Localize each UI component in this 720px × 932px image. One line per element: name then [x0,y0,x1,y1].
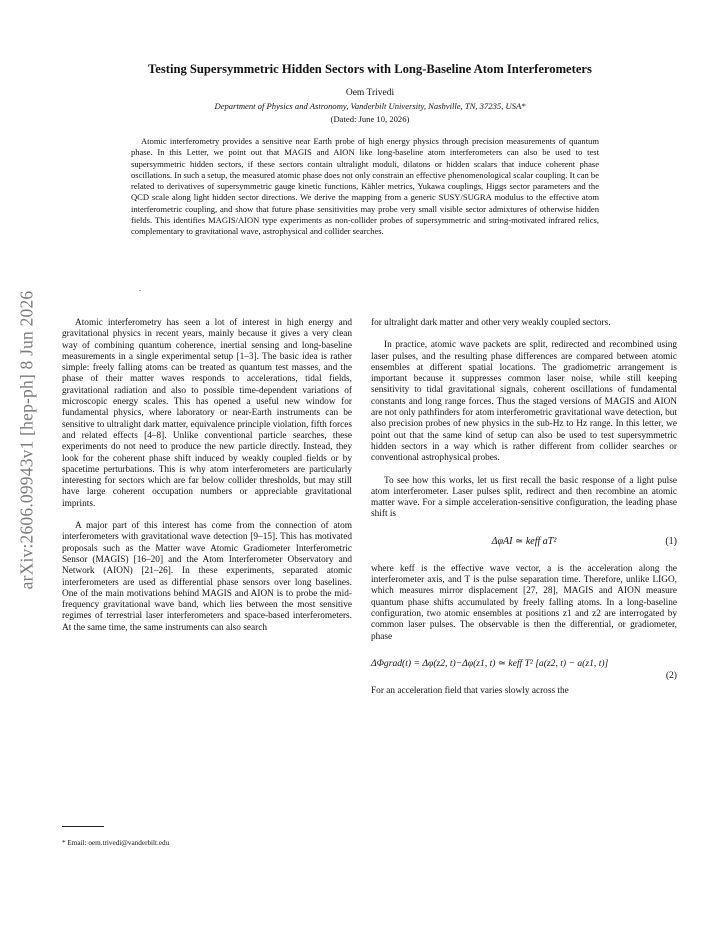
author-affiliation: Department of Physics and Astronomy, Vanderbilt University, Nashville, TN, 37235, USA* [214,101,526,111]
arxiv-identifier: arXiv:2606.09943v1 [hep-ph] 8 Jun 2026 [16,290,37,590]
left-paragraph-1: Atomic interferometry has seen a lot of interest in high energy and gravitational physics in recent years, mainly because it gives a very clean way of combining quantum coherence, inertial sensing and long-baseline measurements in a single experimental setup [1–3]. The basic idea is rather simple: freely falling atoms can be treated as quantum test masses, and the phase of their matter waves responds to accelerations, tidal fields, gravitational radiation and also to possible time-dependent variations of microscopic energy scales. This has opened a useful new window for fundamental physics, where laboratory or near-Earth instruments can be sensitive to ultralight dark matter, equivalence principle violation, fifth forces and related effects [4–8]. Unlike conventional particle searches, these experiments do not need to produce the new particle directly. Instead, they look for the coherent phase shift induced by weakly coupled fields or by spacetime perturbations. This is why atom interferometers are particularly interesting for sectors which are far below collider thresholds, but may still have large coherent occupation numbers or appreciable gravitational imprints. [62,318,352,509]
equation-2-body: ΔΦgrad(t) = Δφ(z2, t)−Δφ(z1, t) ≃ keff T² [a(z2, t) − a(z1, t)] [371,657,609,669]
abstract-text: Atomic interferometry provides a sensitive near Earth probe of high energy physics through precision measurements of quantum phase. In this Letter, we point out that MAGIS and AION like long-baseline atom interferometers can also be used to test supersymmetric hidden sectors, if these sectors contain ultralight moduli, dilatons or hidden scalars that induce coherent phase oscillations. In such a setup, the measured atomic phase does not only constrain an effective phenomenological scalar coupling. It can be related to derivatives of supersymmetric gauge kinetic functions, Kähler metrics, Yukawa couplings, Higgs sector parameters and the QCD scale along light hidden sector directions. We derive the mapping from a generic SUSY/SUGRA modulus to the effective atom interferometric coupling, and show that future phase sensitivities may probe very small visible sector admixtures of otherwise hidden fields. This identifies MAGIS/AION type experiments as non-collider probes of supersymmetric and string-motivated infrared relics, complementary to gravitational wave, astrophysical and collider searches. [131,136,599,237]
right-paragraph-2: To see how this works, let us first recall the basic response of a light pulse atom interferometer. Laser pulses split, redirect and then recombine an atomic matter wave. For a simple acceleration-sensitive configuration, the leading phase shift is [371,475,677,520]
right-paragraph-0: for ultralight dark matter and other very weakly coupled sectors. [371,318,611,328]
date-line: (Dated: June 10, 2026) [330,114,410,124]
author-name: Oem Trivedi [345,88,395,98]
footnote-rule [62,826,104,827]
footnote-email: * Email: oem.trivedi@vanderbilt.edu [62,839,170,847]
paper-title: Testing Supersymmetric Hidden Sectors with Long-Baseline Atom Interferometers [148,62,592,76]
arxiv-sidebar-stamp [14,205,40,675]
left-column [62,318,352,645]
equation-1-number: (1) [665,535,677,547]
equation-1-body: ΔφAI ≃ keff aT² [491,535,557,547]
right-column [371,318,677,708]
equation-2 [371,654,677,684]
equation-1 [371,532,677,558]
abstract-trailing-dot: . [139,284,141,293]
abstract [131,136,599,238]
right-paragraph-4: For an acceleration field that varies slowly across the [371,685,569,696]
right-paragraph-1: In practice, atomic wave packets are split, redirected and recombined using laser pulses, and the resulting phase differences are compared between atomic ensembles at different spatial locations. The gradiometric arrangement is important because it suppresses common laser noise, while still keeping sensitivity to tidal gravitational signals, coherent oscillations of fundamental constants and long range forces. Thus the staged versions of MAGIS and AION are not only pathfinders for atom interferometric gravitational wave detection, but also precision probes of new physics in the sub-Hz to Hz range. In this letter, we point out that the same kind of setup can also be used to test supersymmetric hidden sectors in a way which is rather different from collider searches or conventional astrophysical probes. [371,340,677,464]
left-paragraph-2: A major part of this interest has come from the connection of atom interferometers with gravitational wave detection [9–15]. This has motivated proposals such as the Matter wave Atomic Gradiometer Interferometric Sensor (MAGIS) [16–20] and the Atom Interferometer Observatory and Network (AION) [21–26]. In these experiments, separated atomic interferometers are used as differential phase sensors over long baselines. One of the main motivations behind MAGIS and AION is to probe the mid-frequency gravitational wave band, which lies between the most sensitive regimes of terrestrial laser interferometers and space-based interferometers. At the same time, the same instruments can also search [62,521,352,633]
right-paragraph-3: where keff is the effective wave vector, a is the acceleration along the interferometer axis, and T is the pulse separation time. Therefore, unlike LIGO, which measures mirror displacement [27, 28], MAGIS and AION measure quantum phase shifts accumulated by freely falling atoms. In a long-baseline configuration, two atomic ensembles at positions z1 and z2 are interrogated by common laser pulses. The observable is then the differential, or gradiometer, phase [371,563,677,642]
equation-2-number: (2) [665,669,677,681]
